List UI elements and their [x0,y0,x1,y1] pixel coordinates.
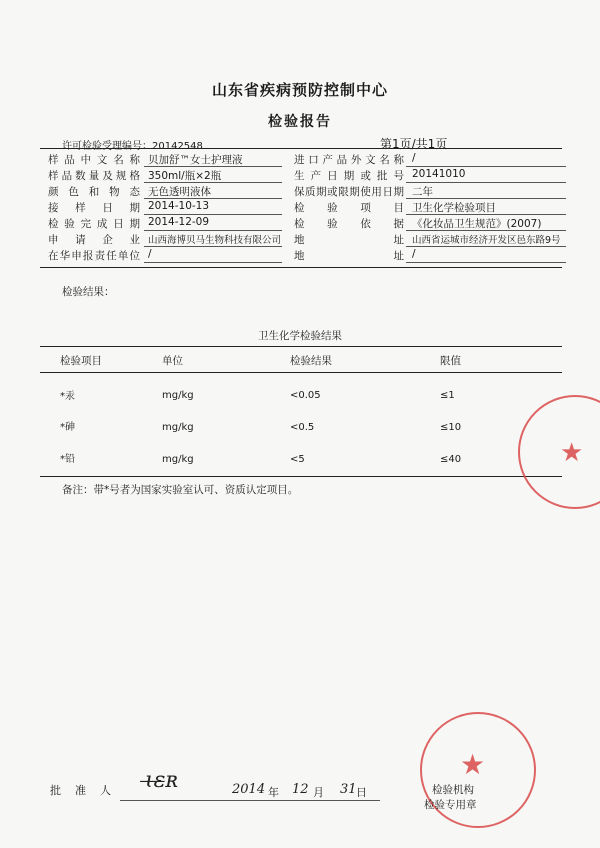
field-value-left: 贝加舒™女士护理液 [148,154,243,166]
header-unit: 单位 [162,355,183,367]
field-value-right: 二年 [412,186,433,198]
date-day-unit: 日 [356,786,367,799]
field-label-left: 样品中文名称 [48,154,140,166]
date-year: 2014 [232,782,266,797]
date-year-unit: 年 [268,786,279,799]
row3-item: *铅 [60,454,75,465]
field-value-left: 2014-10-13 [148,200,210,212]
field-underline [406,182,566,183]
field-value-right: / [412,248,416,260]
field-underline [144,198,282,199]
header-divider [40,148,562,149]
field-label-right: 检验依据 [294,218,404,230]
approver-label: 批准人 [50,784,125,797]
row2-item: *砷 [60,422,75,433]
header-item: 检验项目 [60,355,102,367]
side-seal-stamp [518,395,600,509]
inspection-org-label: 检验机构 [432,784,474,796]
field-underline [406,246,566,247]
page-info: 第1页/共1页 [380,137,448,151]
field-underline [406,198,566,199]
approver-line [120,800,380,801]
field-underline [144,166,282,167]
field-value-right: 《化妆品卫生规范》(2007) [412,218,542,230]
info-bottom-divider [40,267,562,268]
row1-result: <0.05 [290,390,321,401]
table-top-rule [40,346,562,347]
row3-result: <5 [290,454,305,465]
date-month-unit: 月 [313,786,324,799]
field-underline [406,230,566,231]
field-value-right: 20141010 [412,168,466,180]
header-limit: 限值 [440,355,461,367]
row1-unit: mg/kg [162,390,194,401]
field-label-right: 地址 [294,250,404,262]
field-value-right: / [412,152,416,164]
table-bottom-rule [40,476,562,477]
field-underline [144,230,282,231]
field-underline [406,214,566,215]
organization-title: 山东省疾病预防控制中心 [211,81,388,99]
results-section-label: 检验结果： [62,286,115,298]
field-value-left: 无色透明液体 [148,186,211,198]
bottom-seal-star-icon: ★ [460,748,486,781]
field-underline [144,182,282,183]
field-label-left: 申请企业 [48,234,140,246]
row2-unit: mg/kg [162,422,194,433]
field-value-left: 山西海博贝马生物科技有限公司 [148,235,282,246]
table-header-rule [40,372,562,373]
field-label-left: 颜色和物态 [48,186,140,198]
field-label-right: 地址 [294,234,404,246]
approver-signature: ɩ̶ɛ̶ʀ [145,768,179,793]
row2-limit: ≤10 [440,422,462,433]
remarks: 备注：带*号者为国家实验室认可、资质认定项目。 [62,484,299,496]
field-value-left: 2014-12-09 [148,216,210,228]
header-result: 检验结果 [290,355,332,367]
field-label-left: 接样日期 [48,202,140,214]
field-underline [144,214,282,215]
inspection-seal-label: 检验专用章 [424,799,477,811]
field-value-right: 山西省运城市经济开发区邑东路9号 [412,235,561,246]
row2-result: <0.5 [290,422,315,433]
field-label-right: 生产日期或批号 [294,170,404,182]
row1-limit: ≤1 [440,390,455,401]
field-label-left: 在华申报责任单位 [48,250,140,262]
results-table-title: 卫生化学检验结果 [258,330,342,342]
row1-item: *汞 [60,391,75,402]
date-day: 31 [340,782,357,797]
field-label-right: 进口产品外文名称 [294,154,404,166]
field-label-right: 检验项目 [294,202,404,214]
license-number: 许可检验受理编号：20142548 [62,141,203,152]
field-label-left: 样品数量及规格 [48,170,140,182]
row3-limit: ≤40 [440,454,462,465]
field-underline [406,166,566,167]
field-value-left: 350ml/瓶×2瓶 [148,170,222,182]
field-label-left: 检验完成日期 [48,218,140,230]
row3-unit: mg/kg [162,454,194,465]
field-underline [406,262,566,263]
date-month: 12 [292,782,309,797]
field-label-right: 保质期或限期使用日期 [294,186,404,198]
report-title: 检验报告 [268,114,332,130]
side-seal-star-icon: ★ [560,438,584,468]
field-value-left: / [148,248,152,260]
field-underline [144,262,282,263]
field-underline [144,246,282,247]
field-value-right: 卫生化学检验项目 [412,202,496,214]
